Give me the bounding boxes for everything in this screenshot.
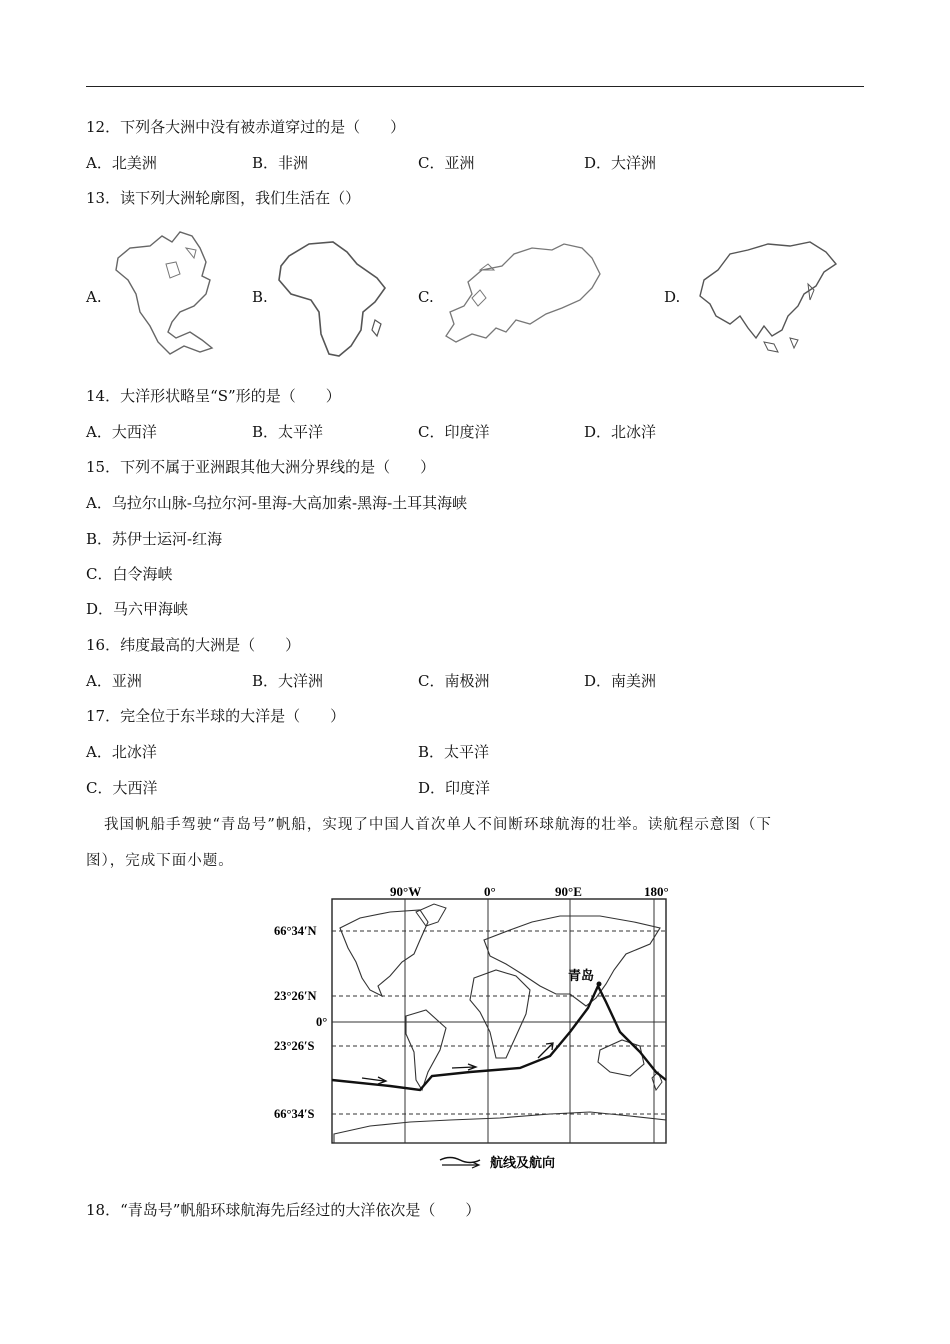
q15-option-b[interactable]: B．苏伊士运河-红海	[86, 530, 223, 548]
legend-arrow	[442, 1162, 479, 1168]
europe-outline	[442, 240, 602, 352]
sailing-route-map	[270, 882, 680, 1172]
lat-label-23s: 23°26′S	[274, 1039, 315, 1053]
q16-option-d[interactable]: D．南美洲	[584, 672, 657, 690]
q15-option-c[interactable]: C．白令海峡	[86, 565, 173, 583]
lat-label-66s: 66°34′S	[274, 1107, 315, 1121]
passage-line-1: 我国帆船手驾驶“青岛号”帆船，实现了中国人首次单人不间断环球航海的壮举。读航程示意图（下	[104, 817, 772, 833]
lon-label-90w: 90°W	[390, 884, 422, 899]
q13-option-d[interactable]: D.	[664, 288, 681, 306]
question-18-stem: 18．“青岛号”帆船环球航海先后经过的大洋依次是（ ）	[86, 1201, 481, 1219]
q16-option-b[interactable]: B．大洋洲	[252, 672, 324, 690]
question-15-stem: 15．下列不属于亚洲跟其他大洲分界线的是（ ）	[86, 458, 436, 476]
lon-label-90e: 90°E	[555, 884, 582, 899]
asia-outline	[694, 240, 839, 358]
australia-shape	[598, 1040, 644, 1076]
greenland-shape	[416, 904, 446, 926]
q13-option-a[interactable]: A.	[86, 288, 102, 306]
header-rule	[86, 86, 864, 87]
lon-label-0: 0°	[484, 884, 496, 899]
legend-label: 航线及航向	[490, 1155, 556, 1170]
q14-option-c[interactable]: C．印度洋	[418, 423, 490, 441]
qingdao-point	[597, 982, 602, 987]
q16-option-a[interactable]: A．亚洲	[86, 672, 142, 690]
q15-option-d[interactable]: D．马六甲海峡	[86, 600, 189, 618]
q12-option-b[interactable]: B．非洲	[252, 154, 309, 172]
eurasia-shape	[484, 916, 660, 1006]
passage-line-2: 图），完成下面小题。	[86, 853, 234, 869]
antarctica-shape	[334, 1112, 666, 1143]
q17-option-c[interactable]: C．大西洋	[86, 779, 158, 797]
qingdao-label: 青岛	[568, 968, 595, 983]
north-america-outline	[110, 228, 225, 358]
q14-option-a[interactable]: A．大西洋	[86, 423, 157, 441]
africa-outline	[275, 238, 390, 360]
question-16-stem: 16．纬度最高的大洲是（ ）	[86, 636, 301, 654]
question-12-stem: 12．下列各大洲中没有被赤道穿过的是（ ）	[86, 118, 406, 136]
question-17-stem: 17．完全位于东半球的大洋是（ ）	[86, 707, 346, 725]
q12-option-c[interactable]: C．亚洲	[418, 154, 475, 172]
q17-option-a[interactable]: A．北冰洋	[86, 743, 157, 761]
q12-option-d[interactable]: D．大洋洲	[584, 154, 657, 172]
lat-label-23n: 23°26′N	[274, 989, 317, 1003]
sailing-route-line	[332, 986, 666, 1090]
question-14-stem: 14．大洋形状略呈“S”形的是（ ）	[86, 387, 341, 405]
q13-option-c[interactable]: C.	[418, 288, 434, 306]
q15-option-a[interactable]: A．乌拉尔山脉-乌拉尔河-里海-大高加索-黑海-土耳其海峡	[86, 494, 468, 512]
north-america-shape	[340, 910, 428, 996]
question-13-stem: 13．读下列大洲轮廓图，我们生活在（）	[86, 189, 361, 207]
q12-option-a[interactable]: A．北美洲	[86, 154, 157, 172]
route-arrow-south-atlantic	[452, 1064, 476, 1070]
legend-symbol	[440, 1158, 480, 1163]
lat-label-66n: 66°34′N	[274, 924, 317, 938]
lon-label-180: 180°	[644, 884, 669, 899]
q14-option-d[interactable]: D．北冰洋	[584, 423, 657, 441]
q13-option-b[interactable]: B.	[252, 288, 268, 306]
lat-label-0: 0°	[316, 1015, 328, 1029]
q16-option-c[interactable]: C．南极洲	[418, 672, 490, 690]
q17-option-b[interactable]: B．太平洋	[418, 743, 490, 761]
q17-option-d[interactable]: D．印度洋	[418, 779, 491, 797]
q14-option-b[interactable]: B．太平洋	[252, 423, 324, 441]
africa-shape	[470, 970, 530, 1058]
